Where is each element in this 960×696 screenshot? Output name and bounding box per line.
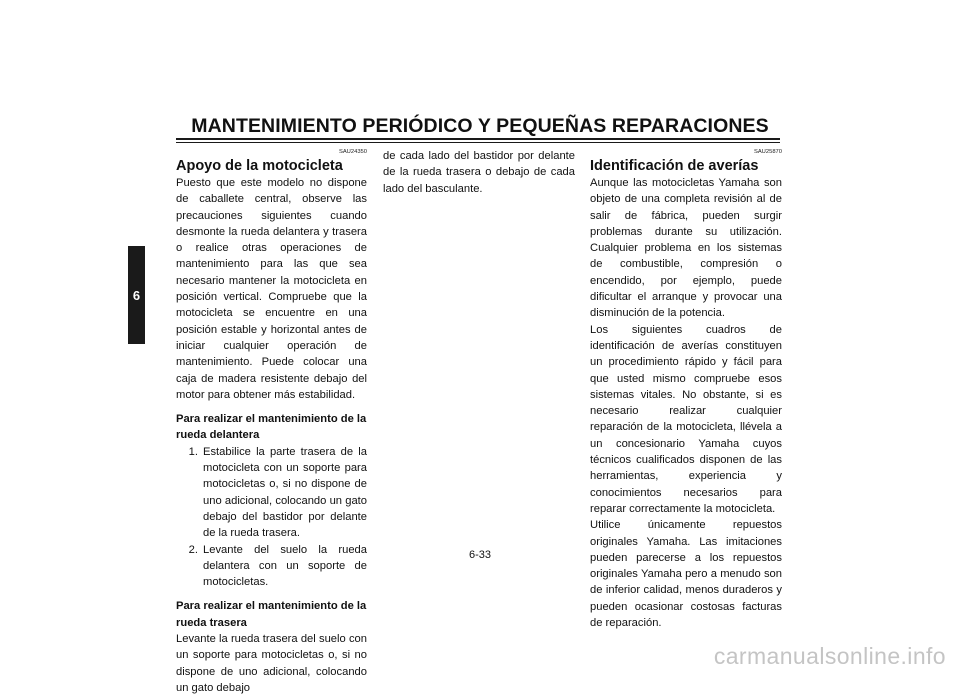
page-number: 6-33	[468, 549, 492, 561]
troubleshooting-paragraph-1: Aunque las motocicletas Yamaha son objeto de una completa revisión al de salir de fábrica, pueden surgir problemas durante su utilización. Cualquier problema en los sistemas de combustible, compresión o encendido, por ejemplo, puede dificultar el arranque y provocar una disminución de la potencia.	[590, 177, 782, 320]
section-title-troubleshooting: Identificación de averías	[590, 158, 759, 174]
rear-wheel-heading: Para realizar el mantenimiento de la rueda trasera	[176, 600, 367, 629]
column-right	[590, 148, 782, 631]
header-divider-thick	[176, 138, 780, 140]
step-number: 1.	[188, 445, 198, 458]
step-text: Estabilice la parte trasera de la motocicleta con un soporte para motocicletas o, si no dispone de uno adicional, colocando un gato debajo del bastidor por delante de la rueda trasera.	[203, 445, 367, 540]
step-text: Levante del suelo la rueda delantera con un soporte de motocicletas.	[203, 543, 367, 589]
column-left	[176, 148, 367, 696]
front-wheel-steps	[176, 444, 367, 591]
section-code: SAU24350	[338, 149, 367, 155]
section-code: SAU25870	[753, 149, 782, 155]
header-divider-thin	[176, 142, 780, 143]
stand-intro-paragraph: Puesto que este modelo no dispone de caballete central, observe las precauciones siguientes cuando desmonte la rueda delantera y trasera o realice otras operaciones de mantenimiento para las que sea necesario mantener la motocicleta en posición vertical. Compruebe que la motocicleta se encuentre en una posición estable y horizontal antes de iniciar cualquier operación de mantenimiento. Puede colocar una caja de madera resistente debajo del motor para obtener más estabilidad.	[176, 177, 367, 401]
page-title: MANTENIMIENTO PERIÓDICO Y PEQUEÑAS REPARACIONES	[191, 115, 769, 137]
rear-wheel-paragraph-continued: de cada lado del bastidor por delante de la rueda trasera o debajo de cada lado del basculante.	[383, 150, 575, 195]
front-wheel-heading: Para realizar el mantenimiento de la rueda delantera	[176, 413, 367, 442]
step-number: 2.	[188, 543, 198, 556]
list-item	[176, 542, 367, 591]
chapter-tab	[128, 246, 145, 344]
column-middle	[383, 148, 575, 197]
rear-wheel-paragraph: Levante la rueda trasera del suelo con un soporte para motocicletas o, si no dispone de uno adicional, colocando un gato debajo	[176, 633, 367, 694]
watermark: carmanualsonline.info	[713, 643, 946, 669]
troubleshooting-paragraph-2: Los siguientes cuadros de identificación de averías constituyen un procedimiento rápido y fácil para que usted mismo compruebe esos sistemas vitales. No obstante, si es necesario realizar cualquier reparación de la motocicleta, llévela a un concesionario Yamaha cuyos técnicos cualificados disponen de las herramientas, experiencia y conocimientos necesarios para reparar correctamente la motocicleta.	[590, 323, 782, 515]
list-item	[176, 444, 367, 542]
chapter-number: 6	[132, 287, 141, 303]
troubleshooting-paragraph-3: Utilice únicamente repuestos originales Yamaha. Las imitaciones pueden parecerse a los repuestos originales Yamaha pero a menudo son de inferior calidad, menos duraderos y pueden ocasionar costosas facturas de reparación.	[590, 519, 782, 630]
section-title-stand: Apoyo de la motocicleta	[176, 158, 343, 174]
